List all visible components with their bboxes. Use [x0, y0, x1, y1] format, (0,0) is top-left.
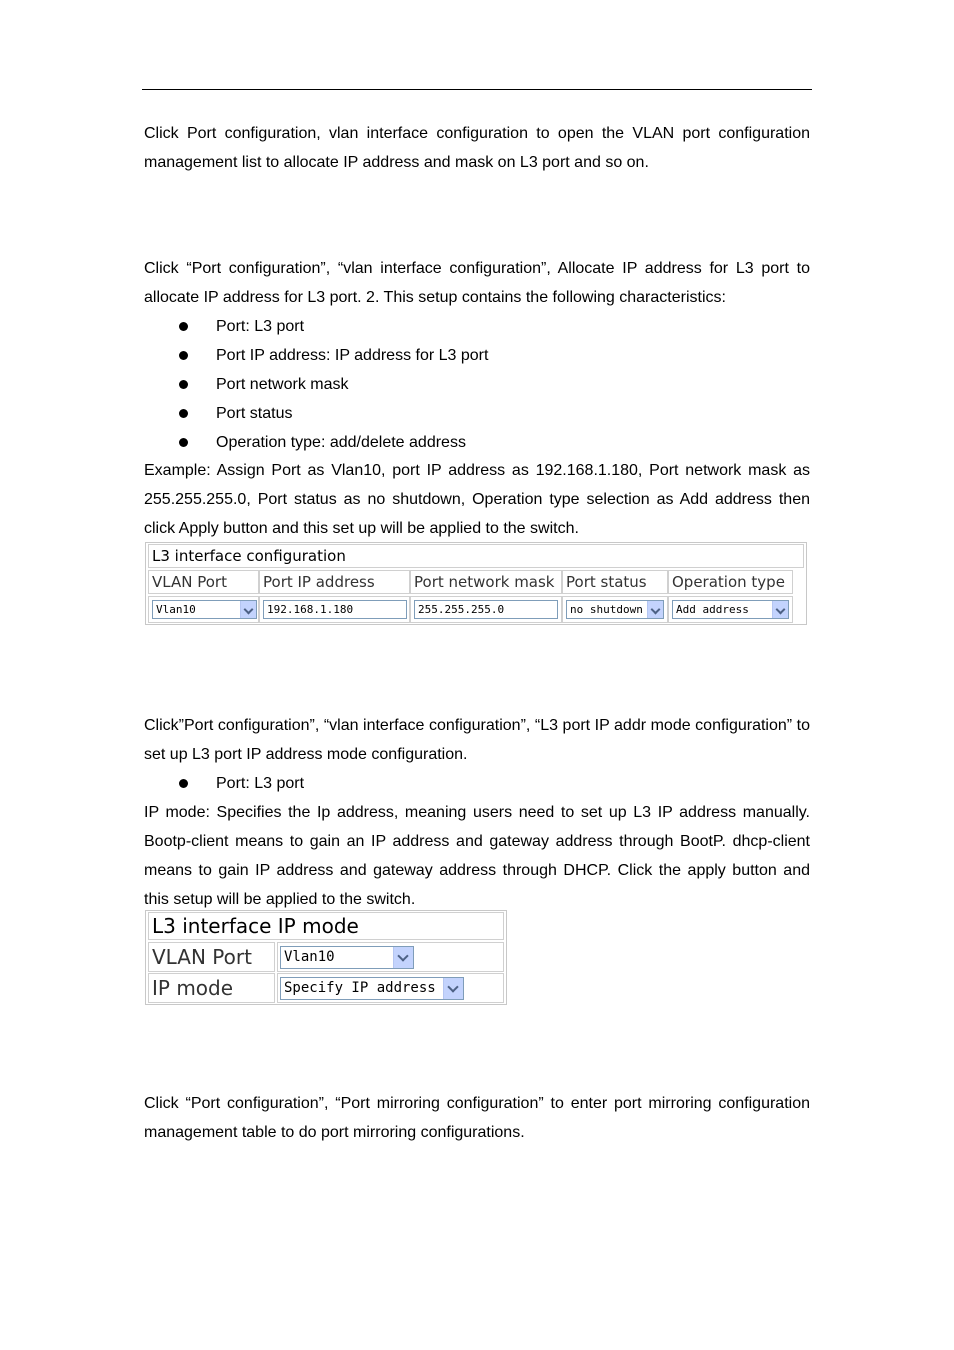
- list-item: Operation type: add/delete address: [144, 428, 810, 457]
- header-port-status: Port status: [562, 570, 668, 594]
- header-rule: [142, 89, 812, 90]
- bullet-icon: [179, 779, 188, 788]
- chevron-down-icon[interactable]: [443, 978, 463, 999]
- vlan-port-value-cell: [277, 942, 504, 972]
- network-mask-cell: [410, 596, 562, 623]
- chevron-down-icon[interactable]: [647, 601, 663, 618]
- operation-type-cell: [668, 596, 793, 623]
- intro-paragraph: Click Port configuration, vlan interface configuration to open the VLAN port configuration management list to allocate IP address and mask on L3 port and so on.: [144, 125, 810, 171]
- ip-address-cell: [259, 596, 410, 623]
- l3-interface-ip-mode-table: [145, 910, 507, 1005]
- ip-mode-select[interactable]: Specify IP address: [280, 977, 464, 1000]
- vlan-port-select[interactable]: Vlan10: [152, 600, 257, 619]
- port-status-cell: [562, 596, 668, 623]
- ip-mode-value-cell: [277, 973, 504, 1003]
- list-item: Port network mask: [144, 370, 810, 399]
- list-item: Port IP address: IP address for L3 port: [144, 341, 810, 370]
- section3-paragraph: Click “Port configuration”, “Port mirroring configuration” to enter port mirroring configuration management table to do port mirroring configurations.: [144, 1095, 810, 1141]
- vlan-port-label: VLAN Port: [148, 942, 275, 972]
- bullet-icon: [179, 380, 188, 389]
- chevron-down-icon[interactable]: [772, 601, 788, 618]
- bullet-icon: [179, 438, 188, 447]
- bullet-icon: [179, 409, 188, 418]
- port-ip-address-input[interactable]: 192.168.1.180: [263, 600, 407, 619]
- ip-mode-description: IP mode: Specifies the Ip address, meaning users need to set up L3 IP address manually. Bootp-client means to gain an IP address and gateway address through BootP. dhcp-client means to gain IP address and gateway address through DHCP. Click the apply button and this setup will be applied to the switch.: [144, 804, 810, 908]
- characteristics-list: [144, 312, 810, 457]
- header-vlan-port: VLAN Port: [148, 570, 259, 594]
- header-port-ip-address: Port IP address: [259, 570, 410, 594]
- chevron-down-icon[interactable]: [240, 601, 256, 618]
- port-network-mask-input[interactable]: 255.255.255.0: [414, 600, 558, 619]
- list-item: Port status: [144, 399, 810, 428]
- table-title: L3 interface configuration: [148, 544, 804, 568]
- chevron-down-icon[interactable]: [393, 947, 413, 968]
- header-operation-type: Operation type: [668, 570, 793, 594]
- port-status-select[interactable]: no shutdown: [566, 600, 664, 619]
- bullet-icon: [179, 322, 188, 331]
- table-title: L3 interface IP mode: [148, 912, 504, 940]
- operation-type-select[interactable]: Add address: [672, 600, 789, 619]
- section1-paragraph: Click “Port configuration”, “vlan interface configuration”, Allocate IP address for L3 port to allocate IP address for L3 port. 2. This setup contains the following characteristics:: [144, 260, 810, 306]
- example-paragraph: Example: Assign Port as Vlan10, port IP address as 192.168.1.180, Port network mask as 255.255.255.0, Port status as no shutdown, Operation type selection as Add address then click Apply button and this set up will be applied to the switch.: [144, 462, 810, 537]
- section2-paragraph: Click”Port configuration”, “vlan interface configuration”, “L3 port IP addr mode configuration” to set up L3 port IP address mode configuration.: [144, 717, 810, 763]
- list-item: Port: L3 port: [144, 312, 810, 341]
- port-list: [144, 769, 810, 798]
- l3-interface-config-table: [145, 542, 807, 625]
- vlan-port-select[interactable]: Vlan10: [280, 946, 414, 969]
- vlan-port-cell: [148, 596, 259, 623]
- header-port-network-mask: Port network mask: [410, 570, 562, 594]
- ip-mode-label: IP mode: [148, 973, 275, 1003]
- list-item: Port: L3 port: [144, 769, 810, 798]
- bullet-icon: [179, 351, 188, 360]
